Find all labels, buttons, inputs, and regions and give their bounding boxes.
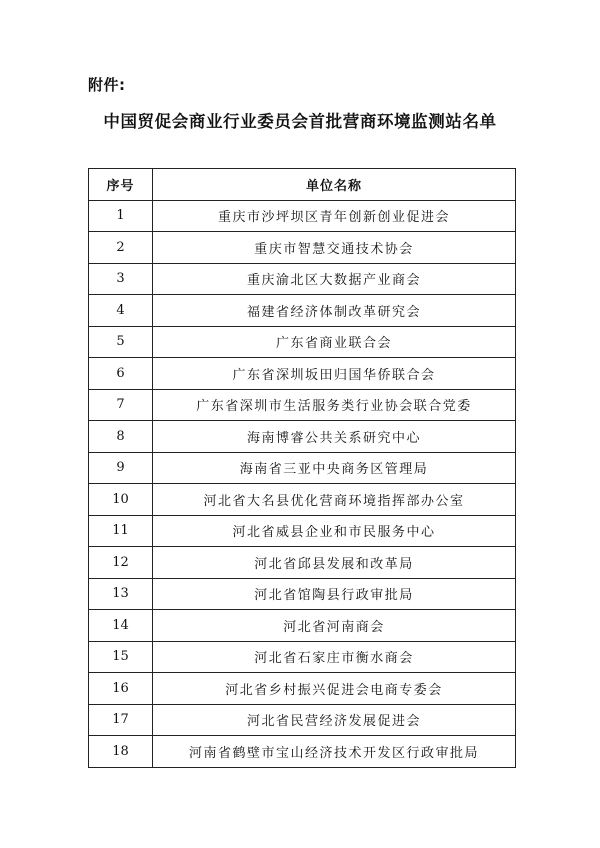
table-row (89, 736, 516, 768)
row-serial-number: 5 (89, 326, 153, 358)
table-row (89, 295, 516, 327)
row-organization-name: 河北省馆陶县行政审批局 (153, 578, 516, 610)
row-organization-name: 广东省深圳坂田归国华侨联合会 (153, 358, 516, 390)
table-row (89, 515, 516, 547)
table-row (89, 389, 516, 421)
table-row (89, 452, 516, 484)
document-title: 中国贸促会商业行业委员会首批营商环境监测站名单 (103, 112, 497, 131)
table-row (89, 358, 516, 390)
table-row (89, 326, 516, 358)
table-row (89, 200, 516, 232)
row-serial-number: 8 (89, 421, 153, 453)
row-organization-name: 重庆市沙坪坝区青年创新创业促进会 (153, 200, 516, 232)
attachment-label: 附件: (88, 76, 126, 94)
row-organization-name: 河北省威县企业和市民服务中心 (153, 515, 516, 547)
row-organization-name: 广东省商业联合会 (153, 326, 516, 358)
row-organization-name: 海南博睿公共关系研究中心 (153, 421, 516, 453)
table-row (89, 484, 516, 516)
row-organization-name: 河北省乡村振兴促进会电商专委会 (153, 673, 516, 705)
row-serial-number: 18 (89, 736, 153, 768)
row-serial-number: 13 (89, 578, 153, 610)
row-serial-number: 11 (89, 515, 153, 547)
row-organization-name: 重庆市智慧交通技术协会 (153, 232, 516, 264)
row-organization-name: 广东省深圳市生活服务类行业协会联合党委 (153, 389, 516, 421)
header-serial-number: 序号 (89, 169, 153, 201)
row-serial-number: 12 (89, 547, 153, 579)
row-serial-number: 3 (89, 263, 153, 295)
table-row (89, 547, 516, 579)
row-serial-number: 14 (89, 610, 153, 642)
row-organization-name: 河南省鹤壁市宝山经济技术开发区行政审批局 (153, 736, 516, 768)
table-row (89, 578, 516, 610)
row-serial-number: 17 (89, 704, 153, 736)
table-header-row (89, 169, 516, 201)
table-row (89, 610, 516, 642)
row-organization-name: 重庆渝北区大数据产业商会 (153, 263, 516, 295)
station-list-table (88, 168, 516, 768)
row-organization-name: 海南省三亚中央商务区管理局 (153, 452, 516, 484)
row-organization-name: 河北省河南商会 (153, 610, 516, 642)
table-row (89, 263, 516, 295)
row-organization-name: 河北省邱县发展和改革局 (153, 547, 516, 579)
row-serial-number: 16 (89, 673, 153, 705)
row-serial-number: 2 (89, 232, 153, 264)
table-row (89, 232, 516, 264)
row-serial-number: 4 (89, 295, 153, 327)
row-serial-number: 1 (89, 200, 153, 232)
row-serial-number: 15 (89, 641, 153, 673)
row-organization-name: 河北省民营经济发展促进会 (153, 704, 516, 736)
row-serial-number: 9 (89, 452, 153, 484)
table-row (89, 421, 516, 453)
table-row (89, 673, 516, 705)
row-serial-number: 10 (89, 484, 153, 516)
header-organization-name: 单位名称 (153, 169, 516, 201)
row-serial-number: 6 (89, 358, 153, 390)
row-organization-name: 河北省石家庄市衡水商会 (153, 641, 516, 673)
row-serial-number: 7 (89, 389, 153, 421)
table-row (89, 641, 516, 673)
row-organization-name: 福建省经济体制改革研究会 (153, 295, 516, 327)
table-row (89, 704, 516, 736)
row-organization-name: 河北省大名县优化营商环境指挥部办公室 (153, 484, 516, 516)
